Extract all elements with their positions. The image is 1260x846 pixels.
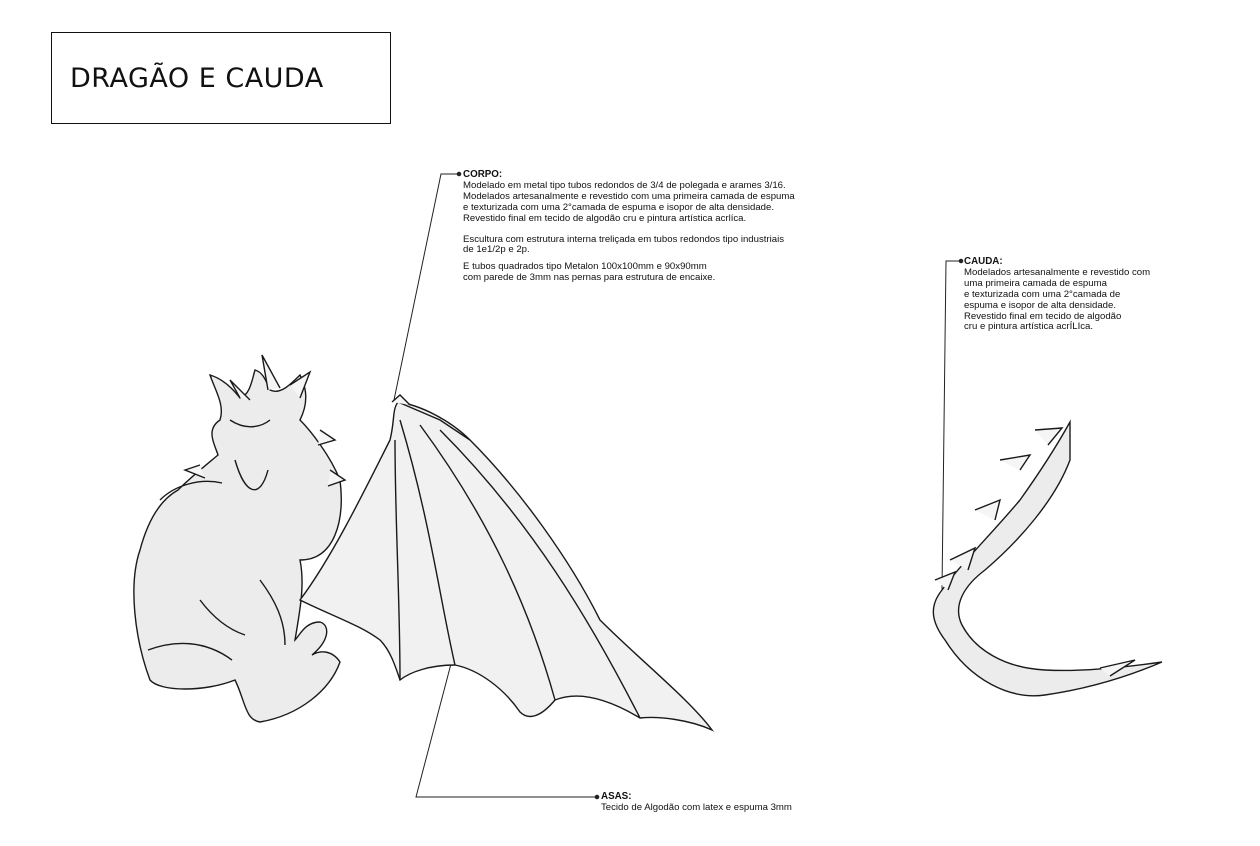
dragon-wing [300, 395, 712, 730]
corpo-leader-line [394, 174, 459, 400]
page-title: DRAGÃO E CAUDA [70, 62, 324, 94]
corpo-paragraph-3: E tubos quadrados tipo Metalon 100x100mm e 90x90mm com parede de 3mm nas pernas para estrutura de encaixe. [463, 261, 716, 284]
cauda-paragraph-1: Modelados artesanalmente e revestido com uma primeira camada de espuma e texturizada com uma 2°camada de espuma e isopor de alta densidade. Revestido final em tecido de algodão cru e pintura artística acrÍLIca. [964, 266, 1151, 333]
asas-note [601, 792, 861, 814]
corpo-paragraph-1: Modelado em metal tipo tubos redondos de 3/4 de polegada e arames 3/16. Modelados artesanalmente e revestido com uma primeira camada de espuma e texturizada com uma 2°camada de espuma e isopor de alta densidade. Revestido final em tecido de algodão cru e pintura artística acrlíca. [463, 179, 795, 224]
corpo-leader-dot [457, 172, 461, 176]
asas-paragraph-1: Tecido de Algodão com latex e espuma 3mm [601, 801, 792, 813]
dragon-body [134, 355, 345, 722]
cauda-note [964, 257, 1204, 333]
asas-leader-dot [595, 795, 599, 799]
corpo-paragraph-2: Escultura com estrutura interna treliçada em tubos redondos tipo industriais de 1e1/2p e 2p. [463, 233, 785, 256]
cauda-leader-line [942, 261, 961, 590]
corpo-note [463, 170, 883, 284]
cauda-heading: CAUDA: [964, 256, 1003, 267]
dragon-tail [933, 422, 1162, 696]
asas-heading: ASAS: [601, 791, 632, 802]
corpo-heading: CORPO: [463, 169, 503, 180]
cauda-leader-dot [959, 259, 963, 263]
